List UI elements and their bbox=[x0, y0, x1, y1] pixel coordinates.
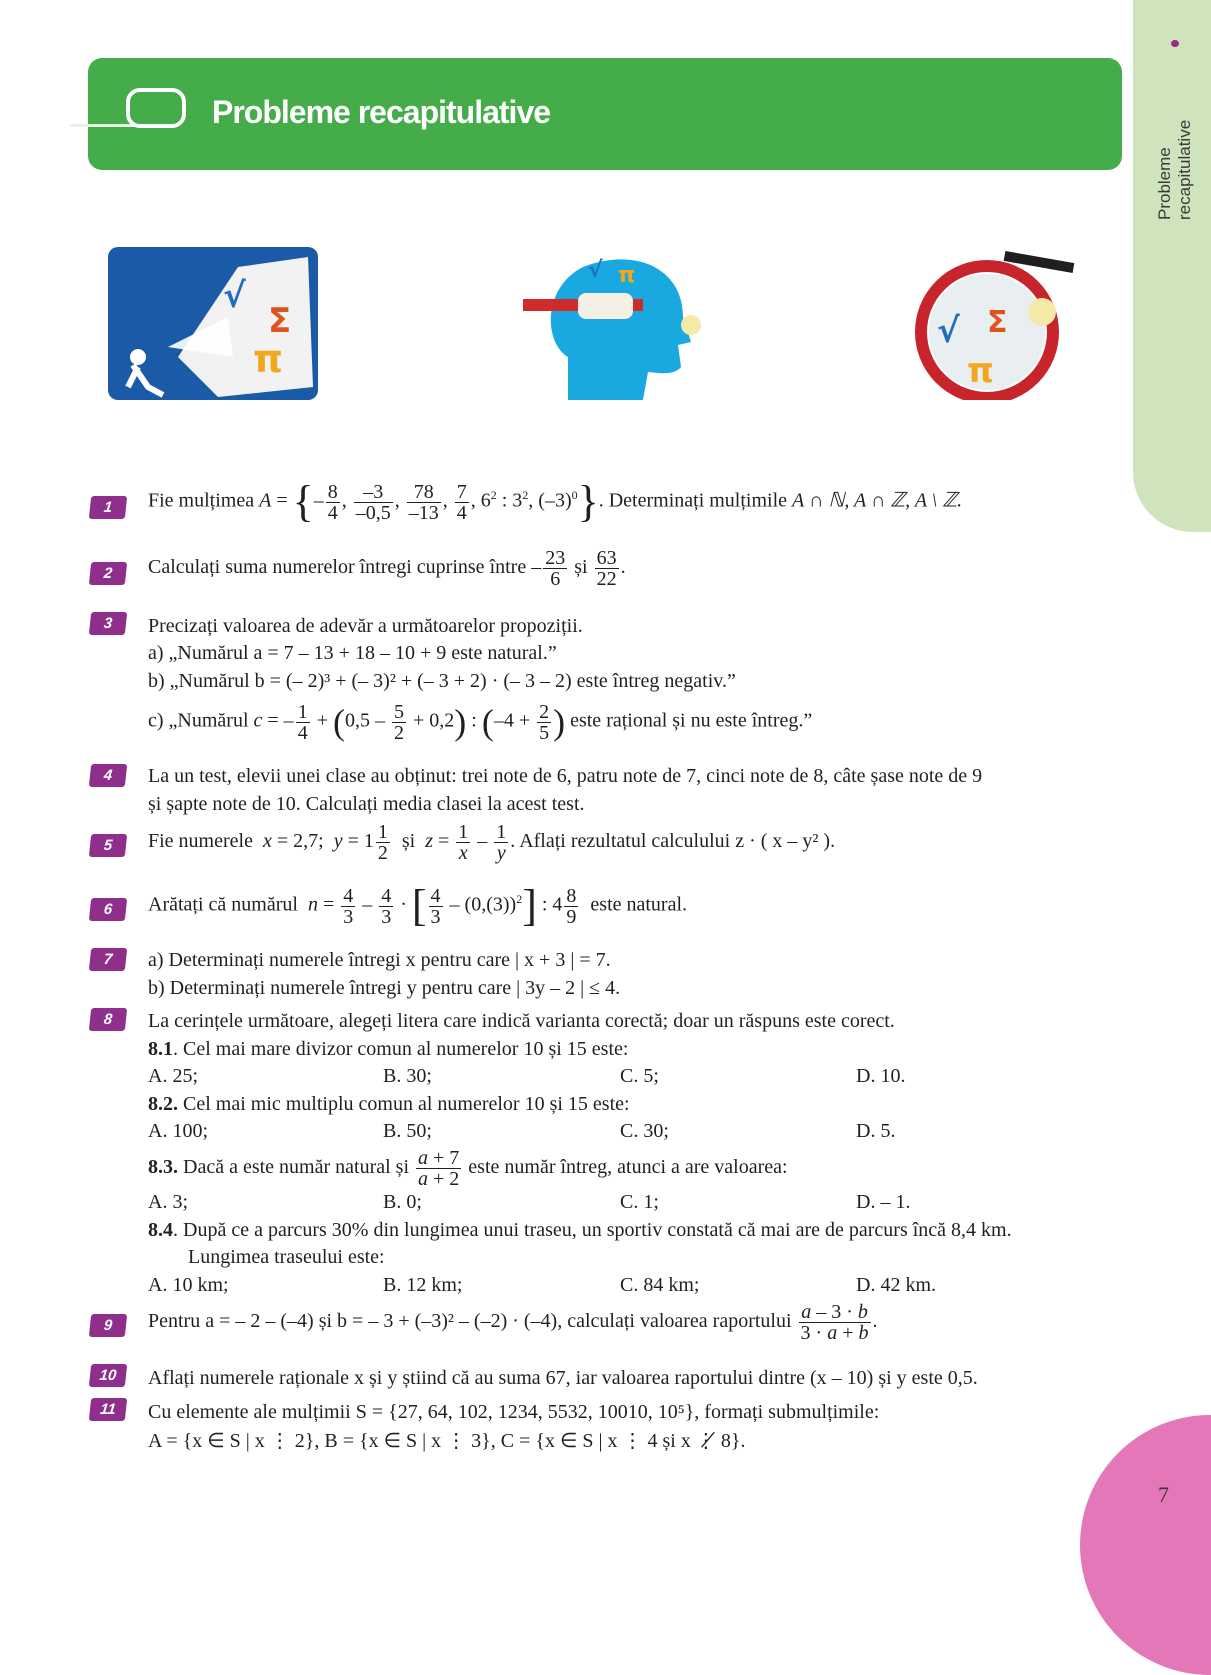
question-8-4-line2: Lungimea traseului este: bbox=[188, 1246, 385, 1268]
problem-number-badge: 6 bbox=[89, 898, 127, 921]
question-8-3: 8.3. Dacă a este număr natural și $\frac{a + 7}{a + 2}$ este număr întreg, atunci a are valoarea: bbox=[148, 1147, 788, 1190]
problem-number-badge: 5 bbox=[89, 834, 127, 857]
head-with-pencil-image bbox=[523, 247, 708, 400]
page-number: 7 bbox=[1158, 1482, 1169, 1507]
problem-3a: a) „Numărul a = 7 – 13 + 18 – 10 + 9 este natural.” bbox=[148, 642, 557, 664]
question-8-1: 8.1. Cel mai mare divizor comun al numerelor 10 și 15 este: bbox=[148, 1038, 629, 1060]
problem-number-badge: 8 bbox=[89, 1008, 127, 1031]
corner-decoration bbox=[1080, 1415, 1211, 1675]
problem-1: Fie mulțimea A = {– $\frac{8}{4}$ , $\frac{-3}{-0,5}$ , $\frac{78}{-13}$ , $\frac{7}{4}$ , $6^2$ : $3^2$, $(-3)^0$}. Determinați mulțimile A ∩ ℕ, A ∩ ℤ, A \ ℤ. bbox=[148, 477, 963, 526]
question-8-2: 8.2. Cel mai mic multiplu comun al numerelor 10 și 15 este: bbox=[148, 1093, 630, 1115]
svg-text:√: √ bbox=[223, 276, 246, 316]
option-b: B. 50; bbox=[383, 1120, 432, 1142]
option-a: A. 3; bbox=[148, 1191, 188, 1213]
problem-number-badge: 2 bbox=[89, 562, 127, 585]
math-symbols-ring-image bbox=[912, 247, 1077, 400]
option-d: D. 5. bbox=[856, 1120, 896, 1142]
question-8-4: 8.4. După ce a parcurs 30% din lungimea unui traseu, un sportiv constată că mai are de parcurs încă 8,4 km. bbox=[148, 1219, 1012, 1241]
problem-number-badge: 9 bbox=[89, 1314, 127, 1337]
option-a: A. 25; bbox=[148, 1065, 198, 1087]
problem-8-intro: La cerințele următoare, alegeți litera care indică varianta corectă; doar un răspuns este corect. bbox=[148, 1010, 895, 1032]
page-title: Probleme recapitulative bbox=[212, 94, 551, 130]
option-d: D. – 1. bbox=[856, 1191, 911, 1213]
problem-number-badge: 3 bbox=[89, 612, 127, 635]
option-b: B. 0; bbox=[383, 1191, 422, 1213]
option-c: C. 30; bbox=[620, 1120, 669, 1142]
problem-number-badge: 7 bbox=[89, 948, 127, 971]
problem-11-line1: Cu elemente ale mulțimii S = {27, 64, 102, 1234, 5532, 10010, 10⁵}, formați submulțimile: bbox=[148, 1401, 880, 1423]
option-c: C. 5; bbox=[620, 1065, 659, 1087]
svg-text:√: √ bbox=[588, 258, 603, 283]
svg-text:π: π bbox=[618, 263, 636, 288]
svg-text:π: π bbox=[967, 351, 994, 391]
problem-6: Arătați că numărul n = $\frac{4}{3}$ – $\frac{4}{3}$ · [ $\frac{4}{3}$ – $(0,(3))^2$] : 4 $\frac{8}{9}$ este natural. bbox=[148, 881, 688, 930]
option-c: C. 1; bbox=[620, 1191, 659, 1213]
problem-9: Pentru a = – 2 – (–4) și b = – 3 + (–3)² – (–2) · (–4), calculați valoarea raportului $\frac{a - 3 \cdot b}{3 \cdot a + b}$ . bbox=[148, 1301, 878, 1344]
option-b: B. 12 km; bbox=[383, 1274, 463, 1296]
problem-3c: c) „Numărul c = – $\frac{1}{4}$ + (0,5 – $\frac{5}{2}$ + 0,2) : (–4 + $\frac{2}{5}$ ) este rațional și nu este întreg.” bbox=[148, 700, 813, 744]
problem-10: Aflați numerele raționale x și y știind că au suma 67, iar valoarea raportului dintre (x – 10) și y este 0,5. bbox=[148, 1367, 978, 1389]
problem-number-badge: 10 bbox=[89, 1364, 127, 1387]
option-a: A. 100; bbox=[148, 1120, 208, 1142]
banner-pill-icon bbox=[126, 88, 186, 128]
problem-4-line2: și șapte note de 10. Calculați media clasei la acest test. bbox=[148, 793, 585, 815]
option-c: C. 84 km; bbox=[620, 1274, 700, 1296]
problem-number-badge: 4 bbox=[89, 764, 127, 787]
svg-text:π: π bbox=[253, 337, 284, 381]
problem-5: Fie numerele x = 2,7; y = 1 $\frac{1}{2}$ și z = $\frac{1}{x}$ – $\frac{1}{y}$ . Aflați rezultatul calculului z · ( x – y² ). bbox=[148, 821, 836, 864]
figure-studying-math-image bbox=[108, 247, 318, 400]
problem-2: Calculați suma numerelor întregi cuprinse între – $\frac{23}{6}$ și $\frac{63}{22}$ . bbox=[148, 547, 626, 590]
option-a: A. 10 km; bbox=[148, 1274, 229, 1296]
problem-4-line1: La un test, elevii unei clase au obținut: trei note de 6, patru note de 7, cinci note de 8, câte șase note de 9 bbox=[148, 765, 983, 787]
option-d: D. 42 km. bbox=[856, 1274, 936, 1296]
problem-number-badge: 1 bbox=[89, 496, 127, 519]
problem-7b: b) Determinați numerele întregi y pentru care | 3y – 2 | ≤ 4. bbox=[148, 977, 621, 999]
problem-3b: b) „Numărul b = (– 2)³ + (– 3)² + (– 3 + 2) · (– 3 – 2) este întreg negativ.” bbox=[148, 670, 736, 692]
side-section-label: Probleme recapitulative bbox=[1160, 40, 1190, 220]
svg-text:Σ: Σ bbox=[987, 305, 1008, 340]
problem-number-badge: 11 bbox=[89, 1398, 127, 1421]
problem-7a: a) Determinați numerele întregi x pentru care | x + 3 | = 7. bbox=[148, 949, 611, 971]
svg-text:Σ: Σ bbox=[268, 301, 292, 341]
option-b: B. 30; bbox=[383, 1065, 432, 1087]
problem-11-line2: A = {x ∈ S | x ⋮ 2}, B = {x ∈ S | x ⋮ 3}, C = {x ∈ S | x ⋮ 4 și x ⋮̸ 8}. bbox=[148, 1430, 746, 1452]
svg-text:√: √ bbox=[937, 311, 960, 351]
bullet-dot-icon bbox=[1171, 40, 1179, 47]
option-d: D. 10. bbox=[856, 1065, 906, 1087]
problem-3-statement: Precizați valoarea de adevăr a următoarelor propoziții. bbox=[148, 615, 583, 637]
